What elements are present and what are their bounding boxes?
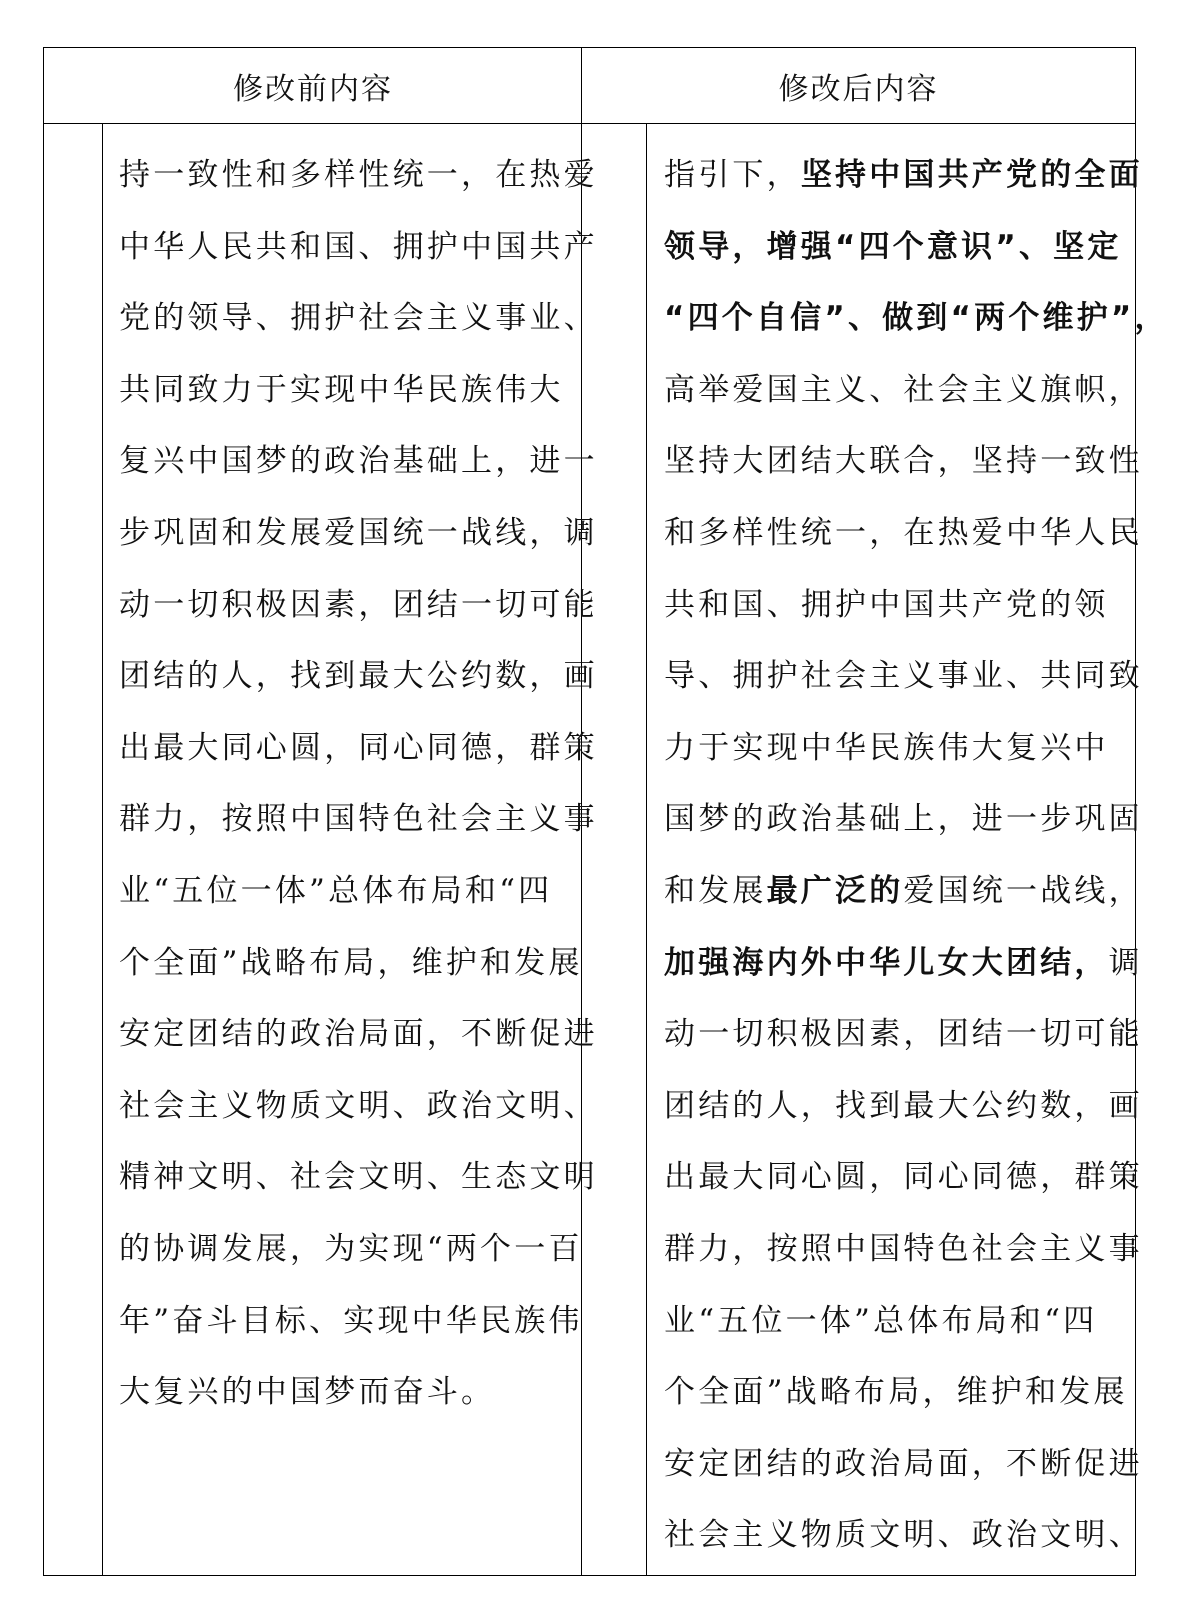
left-margin-line: [102, 124, 103, 1575]
after-text-line: [664, 1500, 1143, 1572]
after-text-line: [664, 283, 1169, 355]
before-text-line: 步巩固和发展爱国统一战线，调: [119, 514, 598, 551]
before-text-line: 社会主义物质文明、政治文明、: [119, 1087, 598, 1124]
after-text-line: [664, 1142, 1143, 1214]
before-text-line: 党的领导、拥护社会主义事业、: [119, 300, 598, 337]
after-text-segment: 高举爱国主义、社会主义旗帜，: [664, 371, 1143, 408]
right-margin-line: [646, 124, 647, 1575]
after-text-line: [664, 1071, 1143, 1143]
after-text-line: [664, 641, 1143, 713]
after-text-segment: 坚持大团结大联合，坚持一致性: [664, 443, 1143, 480]
before-text-line: 中华人民共和国、拥护中国共产: [119, 228, 598, 265]
after-text-line: [664, 784, 1143, 856]
before-text-line: 精神文明、社会文明、生态文明: [119, 1159, 598, 1196]
before-text-line: 团结的人，找到最大公约数，画: [119, 658, 598, 695]
after-text-line: [664, 140, 1143, 212]
after-text-segment: 和发展: [664, 872, 767, 909]
after-text-line: [664, 928, 1143, 1000]
after-text-line: [664, 1214, 1143, 1286]
before-text-line: 出最大同心圆，同心同德，群策: [119, 729, 598, 766]
before-text-line: 持一致性和多样性统一，在热爱: [119, 157, 598, 193]
after-text-segment: 国梦的政治基础上，进一步巩固: [664, 801, 1143, 838]
comparison-table: [43, 47, 1169, 1576]
before-text-line: 个全面”战略布局，维护和发展: [119, 944, 583, 981]
after-text-segment: 业“五位一体”总体布局和“四: [664, 1302, 1098, 1339]
after-text-segment: 群力，按照中国特色社会主义事: [664, 1230, 1143, 1267]
after-text-bold-segment: “四个自信”、做到“两个维护”，: [664, 300, 1169, 337]
before-text-line: 的协调发展，为实现“两个一百: [119, 1230, 583, 1267]
after-text-line: [664, 355, 1143, 427]
after-text-segment: 爱国统一战线，: [903, 872, 1143, 909]
after-text-segment: 出最大同心圆，同心同德，群策: [664, 1159, 1143, 1196]
after-text-line: [664, 713, 1126, 785]
before-content-cell: [119, 140, 598, 1429]
after-text-segment: 和多样性统一，在热爱中华人民: [664, 514, 1143, 551]
after-text-line: [664, 1286, 1126, 1358]
before-text-line: 共同致力于实现中华民族伟大: [119, 371, 564, 408]
after-text-line: [664, 426, 1143, 498]
before-text-line: 业“五位一体”总体布局和“四: [119, 872, 553, 909]
after-text-segment: 调: [1108, 944, 1143, 981]
header-before: 修改前内容: [233, 71, 393, 107]
after-text-bold-segment: 加强海内外中华儿女大团结，: [664, 944, 1109, 981]
after-text-line: [664, 999, 1143, 1071]
after-text-bold-segment: 领导，增强“四个意识”、坚定: [664, 228, 1122, 265]
after-text-segment: 指引下，: [664, 157, 801, 193]
table-header-row: [44, 48, 1135, 124]
before-text-line: 安定团结的政治局面，不断促进: [119, 1016, 598, 1053]
after-text-line: [664, 498, 1143, 570]
after-text-segment: 社会主义物质文明、政治文明、: [664, 1517, 1143, 1554]
header-after: 修改后内容: [778, 71, 939, 107]
after-content-cell: [664, 140, 1169, 1572]
after-text-segment: 团结的人，找到最大公约数，画: [664, 1087, 1143, 1124]
after-text-line: [664, 1357, 1126, 1429]
before-text-line: 大复兴的中国梦而奋斗。: [119, 1374, 496, 1411]
after-text-line: [664, 570, 1126, 642]
before-text-line: 复兴中国梦的政治基础上，进一: [119, 443, 598, 480]
after-text-segment: 共和国、拥护中国共产党的领: [664, 586, 1109, 623]
before-text-line: 动一切积极因素，团结一切可能: [119, 586, 598, 623]
after-text-segment: 动一切积极因素，团结一切可能: [664, 1016, 1143, 1053]
after-text-bold-segment: 坚持中国共产党的全面: [800, 157, 1143, 193]
after-text-segment: 导、拥护社会主义事业、共同致: [664, 658, 1143, 695]
after-text-bold-segment: 最广泛的: [766, 872, 904, 909]
before-text-line: 群力，按照中国特色社会主义事: [119, 801, 598, 838]
after-text-line: [664, 1429, 1143, 1501]
after-text-segment: 个全面”战略布局，维护和发展: [664, 1374, 1128, 1411]
after-text-line: [664, 212, 1126, 284]
after-text-segment: 安定团结的政治局面，不断促进: [664, 1445, 1143, 1482]
after-text-line: [664, 856, 1143, 928]
before-text-line: 年”奋斗目标、实现中华民族伟: [119, 1302, 583, 1339]
after-text-segment: 力于实现中华民族伟大复兴中: [664, 729, 1109, 766]
